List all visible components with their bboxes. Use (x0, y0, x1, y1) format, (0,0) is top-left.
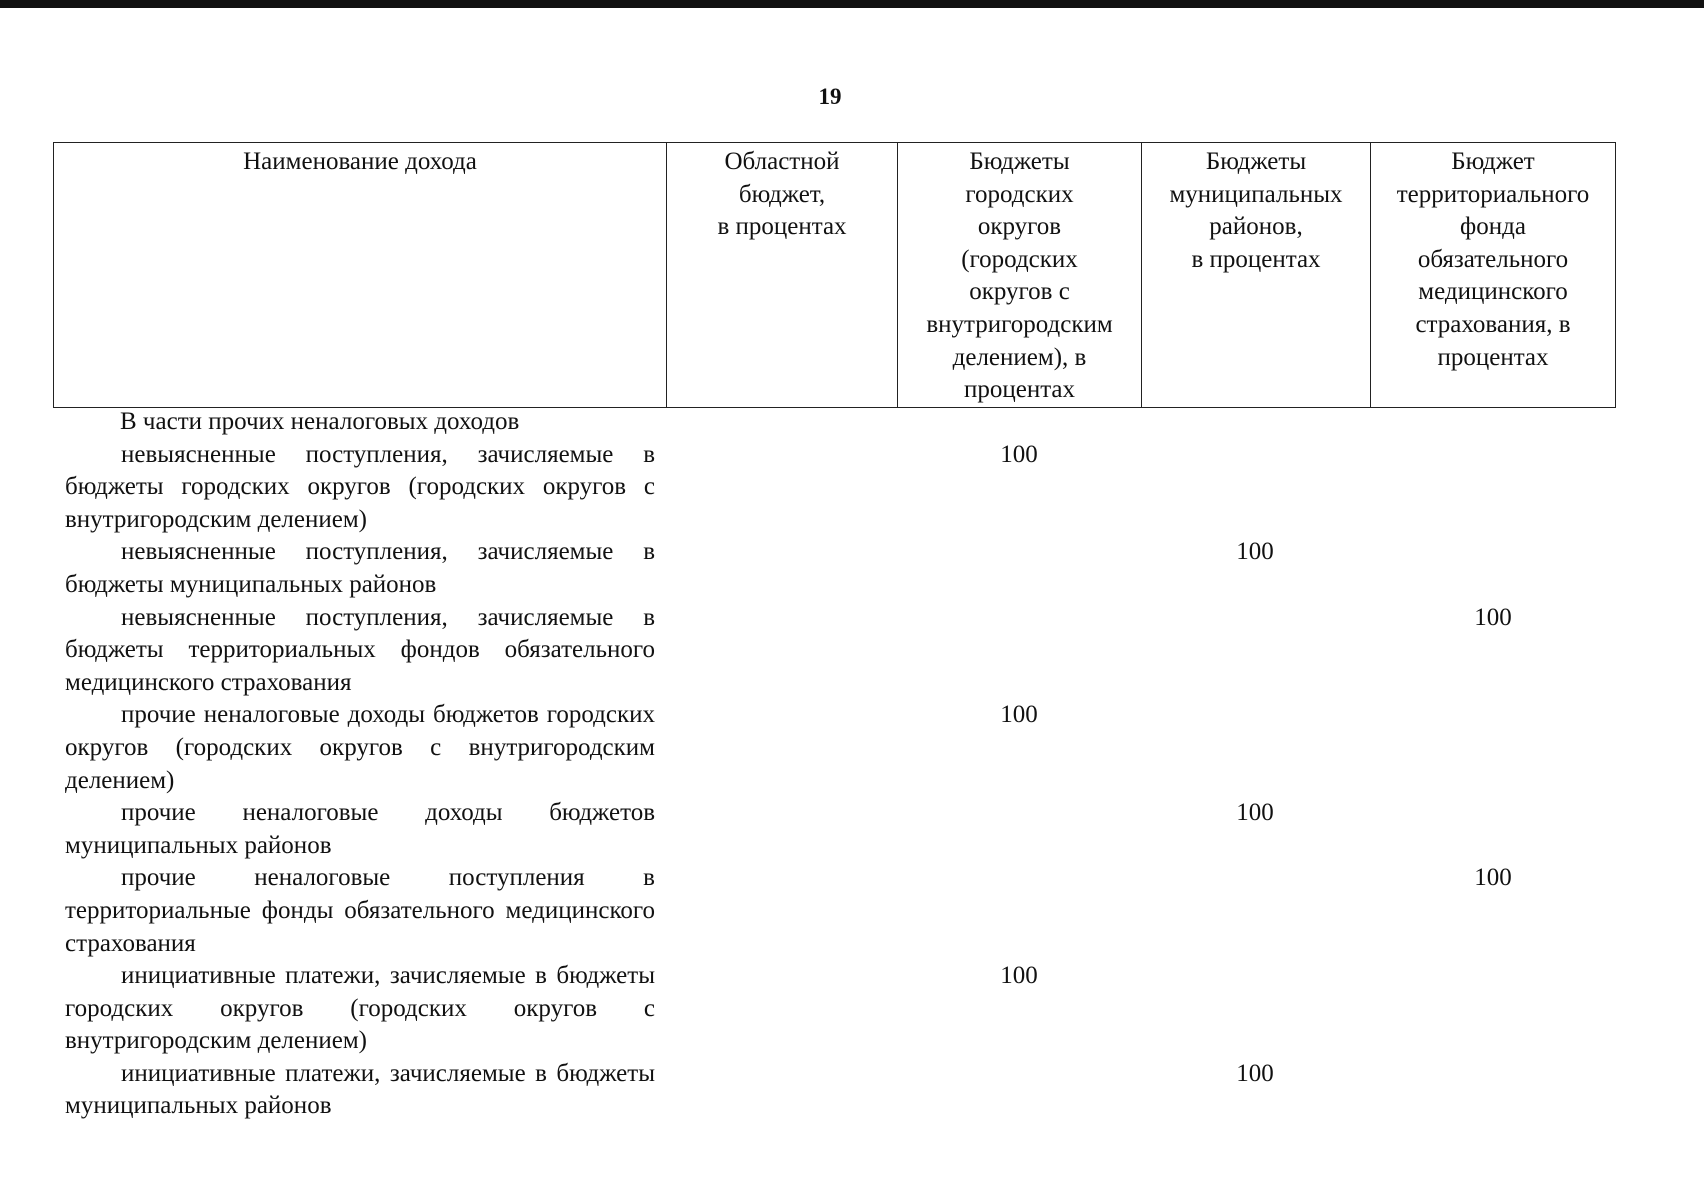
header-municipal-districts-budgets: Бюджеты муниципальных районов, в процентах (1142, 143, 1371, 408)
table-row (0, 602, 1704, 700)
table-row (0, 439, 1704, 537)
value-tfoms: 100 (1474, 603, 1512, 631)
value-city-districts: 100 (1000, 701, 1038, 729)
row-label: невыясненные поступления, зачисляемые в бюджеты муниципальных районов (65, 538, 655, 598)
value-municipal-districts: 100 (1236, 799, 1274, 827)
table-row (0, 960, 1704, 1058)
table-row (0, 699, 1704, 797)
row-label: инициативные платежи, зачисляемые в бюджеты городских округов (городских округов с внутригородским делением) (65, 962, 655, 1055)
row-label: прочие неналоговые поступления в территориальные фонды обязательного медицинского страхования (65, 864, 655, 957)
row-label: невыясненные поступления, зачисляемые в бюджеты территориальных фондов обязательного медицинского страхования (65, 603, 655, 696)
header-city-districts-budgets: Бюджеты городских округов (городских округов с внутригородским делением), в процентах (898, 143, 1142, 408)
value-municipal-districts: 100 (1236, 538, 1274, 566)
value-tfoms: 100 (1474, 864, 1512, 892)
table-row (0, 797, 1704, 862)
header-revenue-name: Наименование дохода (54, 143, 667, 408)
header-oblast-budget: Областной бюджет, в процентах (667, 143, 898, 408)
row-label: инициативные платежи, зачисляемые в бюджеты муниципальных районов (65, 1059, 655, 1120)
revenue-table-header (53, 142, 1616, 408)
table-row (0, 536, 1704, 601)
table-body (0, 406, 1704, 1123)
row-label: невыясненные поступления, зачисляемые в бюджеты городских округов (городских округов с внутригородским делением) (65, 440, 655, 533)
value-city-districts: 100 (1000, 962, 1038, 990)
value-city-districts: 100 (1000, 440, 1038, 468)
row-label: прочие неналоговые доходы бюджетов муниципальных районов (65, 799, 655, 859)
table-row (0, 1058, 1704, 1123)
section-title: В части прочих неналоговых доходов (120, 408, 520, 435)
row-label: прочие неналоговые доходы бюджетов городских округов (городских округов с внутригородским делением) (65, 701, 655, 794)
value-municipal-districts: 100 (1236, 1059, 1274, 1087)
page-number: 19 (818, 84, 842, 109)
header-row (54, 143, 1616, 408)
table-row (0, 862, 1704, 960)
header-tfoms-budget: Бюджет территориального фонда обязательного медицинского страхования, в процентах (1371, 143, 1616, 408)
top-border-rule (0, 0, 1704, 8)
